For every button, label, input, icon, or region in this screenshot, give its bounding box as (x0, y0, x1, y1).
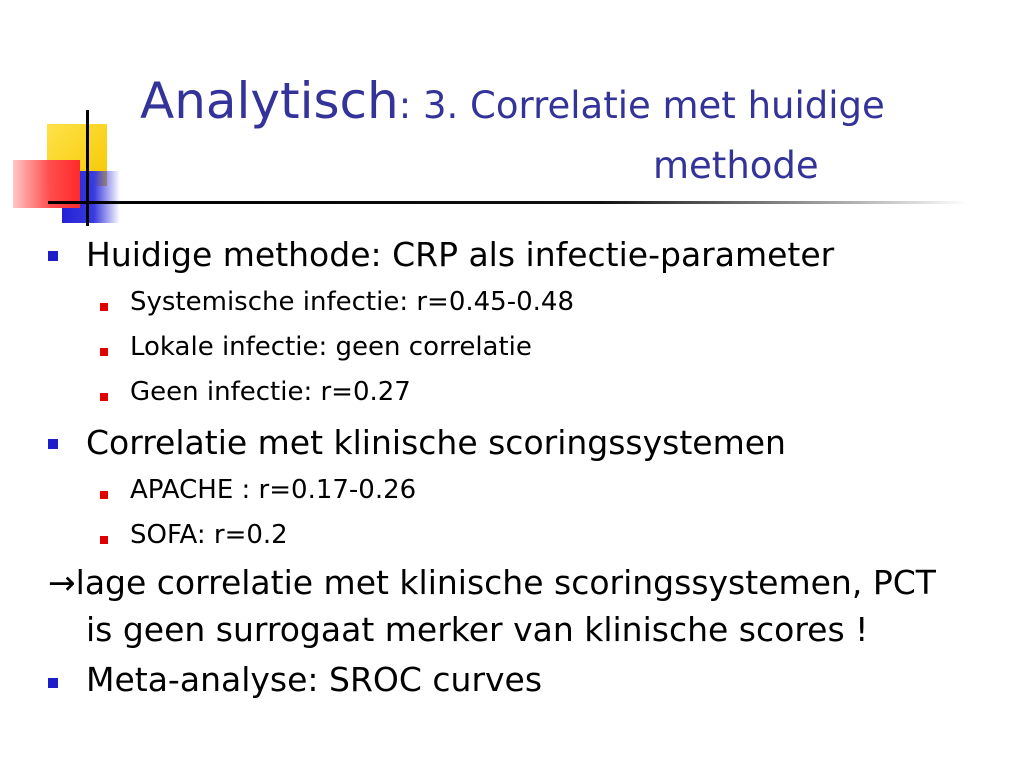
bullet-square-icon (48, 678, 58, 688)
bullet-item: Correlatie met klinische scoringssystemen (86, 423, 786, 462)
arrow-note-line2: is geen surrogaat merker van klinische scores ! (86, 610, 869, 649)
slide-title-colon: : (398, 84, 412, 127)
arrow-note-line1 (48, 563, 936, 603)
slide-subtitle-line1: 3. Correlatie met huidige (411, 84, 885, 127)
sub-bullet-square-icon (100, 491, 108, 499)
sub-bullet-item: Lokale infectie: geen correlatie (130, 332, 532, 362)
bullet-square-icon (48, 251, 58, 261)
sub-bullet-square-icon (100, 303, 108, 311)
sub-bullet-square-icon (100, 536, 108, 544)
sub-bullet-square-icon (100, 393, 108, 401)
sub-bullet-item: APACHE : r=0.17-0.26 (130, 475, 417, 505)
slide-title-main: Analytisch (140, 72, 399, 130)
sub-bullet-item: Geen infectie: r=0.27 (130, 377, 411, 407)
sub-bullet-square-icon (100, 348, 108, 356)
arrow-note-text: lage correlatie met klinische scoringssystemen, PCT (75, 563, 936, 602)
bullet-item: Huidige methode: CRP als infectie-parameter (86, 235, 835, 274)
right-arrow-icon: → (48, 563, 76, 602)
bullet-item: Meta-analyse: SROC curves (86, 660, 543, 699)
sub-bullet-item: Systemische infectie: r=0.45-0.48 (130, 287, 574, 317)
slide-subtitle-line2: methode (653, 144, 819, 187)
bullet-square-icon (48, 439, 58, 449)
sub-bullet-item: SOFA: r=0.2 (130, 520, 288, 550)
